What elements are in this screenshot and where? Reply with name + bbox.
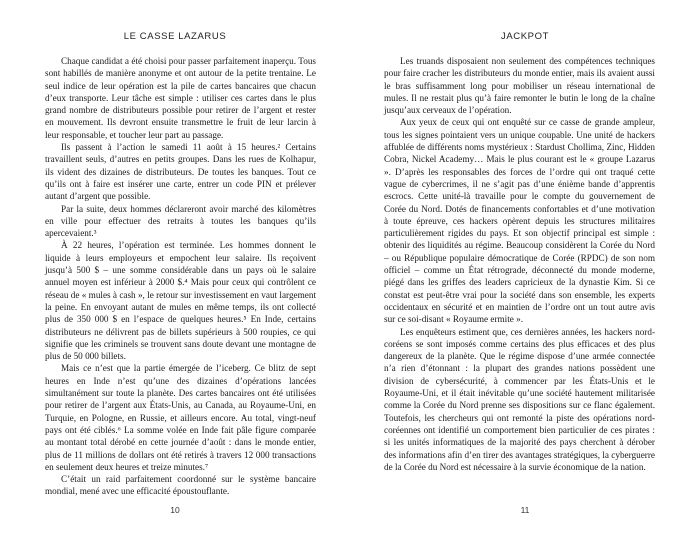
running-head-right: JACKPOT (500, 31, 549, 42)
paragraph: Chaque candidat a été choisi pour passer parfaitement inaperçu. Tous sont habillés de manière anonyme et ont autour de la petite trentaine. Le seul indice de leur opération est la pile de cartes bancaires que chacun d’eux transporte. Leur tâche est simple : utiliser ces cartes dans le plus grand nombre de distributeurs possible pour retirer de l’argent et rester en mouvement. Ils devront ensuite transmettre le fruit de leur larcin à leur responsable, et toucher leur part au passage. (45, 56, 316, 140)
paragraph: Les truands disposaient non seulement des compétences techniques pour faire cracher les distributeurs du monde entier, mais ils avaient aussi le bras suffisamment long pour mobiliser un réseau international de mules. Il ne restait plus qu’à faire remonter le butin le long de la chaîne jusqu’aux cerveaux de l’opération. (384, 56, 655, 116)
page-number-left: 10 (170, 505, 180, 515)
paragraph: Par la suite, deux hommes déclareront avoir marché des kilomètres en ville pour effectuer des retraits à toutes les banques qu’ils apercevaient.³ (45, 203, 316, 239)
left-page-body (45, 55, 316, 498)
paragraph: À 22 heures, l’opération est terminée. Les hommes donnent le liquide à leurs employeurs et empochent leur salaire. Ils reçoivent jusqu’à 500 $ – une somme considérable dans un pays où le salaire annuel moyen est inférieur à 2000 $.⁴ Mais pour ceux qui contrôlent ce réseau de « mules à cash », le retour sur investissement en vaut largement la peine. En envoyant autant de mules en même temps, ils ont collecté plus de 350 000 $ en l’espace de quelques heures.⁵ En Inde, certains distributeurs ne délivrent pas de billets supérieurs à 500 roupies, ce qui signifie que les criminels se trouvent sans doute devant une montagne de plus de 50 000 billets. (45, 240, 316, 362)
paragraph: Ils passent à l’action le samedi 11 août à 15 heures.² Certains travaillent seuls, d’autres en petits groupes. Dans les rues de Kolhapur, ils vident des dizaines de distributeurs. De toutes les banques. Tout ce qu’ils ont à faire est insérer une carte, entrer un code PIN et prélever autant d’argent que possible. (45, 142, 316, 202)
page-number-right: 11 (520, 505, 530, 515)
paragraph: Les enquêteurs estiment que, ces dernières années, les hackers nord-coréens se sont imposés comme certains des plus efficaces et des plus dangereux de la planète. Que le régime dispose d’une armée connectée n’a rien d’étonnant : la plupart des grandes nations possèdent une division de cybersécurité, à commencer par les États-Unis et le Royaume-Uni, et il était inévitable qu’une société hautement militarisée comme la Corée du Nord prenne ses dispositions sur ce flanc également. Toutefois, les chercheurs qui ont remonté la piste des opérations nord-coréennes ont identifié un comportement bien particulier de ces pirates : si les unités informatiques de la majorité des pays cherchent à dérober des informations afin d’en tirer des avantages stratégiques, la cyberguerre de la Corée du Nord est nécessaire à la survie économique de la nation. (384, 326, 655, 472)
paragraph: Mais ce n’est que la partie émergée de l’iceberg. Ce blitz de sept heures en Inde n’est qu’une des dizaines d’opérations lancées simultanément sur toute la planète. Des cartes bancaires ont été utilisées pour retirer de l’argent aux États-Unis, au Canada, au Royaume-Uni, en Turquie, en Pologne, en Russie, et ailleurs encore. Au total, vingt-neuf pays ont été ciblés.⁶ La somme volée en Inde fait pâle figure comparée au montant total dérobé en cette journée d’août : dans le monde entier, plus de 11 millions de dollars ont été retirés à travers 12 000 transactions en seulement deux heures et treize minutes.⁷ (45, 363, 316, 472)
running-head-left: LE CASSE LAZARUS (123, 31, 227, 42)
right-page-body (384, 55, 655, 473)
paragraph: Aux yeux de ceux qui ont enquêté sur ce casse de grande ampleur, tous les signes pointaient vers un unique coupable. Une unité de hackers affublée de différents noms mystérieux : Stardust Chollima, Zinc, Hidden Cobra, Nickel Academy… Mais le plus courant est le « groupe Lazarus ». D’après les responsables des forces de l’ordre qui ont traqué cette vague de cybercrimes, il ne s’agit pas d’une énième bande d’apprentis escrocs. Cette unité-là travaille pour le compte du gouvernement de Corée du Nord. Dotés de financements confortables et d’une motivation à toute épreuve, ces hackers opèrent depuis les structures militaires particulièrement rigides du pays. Et son objectif principal est simple : obtenir des liquidités au régime. Beaucoup considèrent la Corée du Nord – ou République populaire démocratique de Corée (RPDC) de son nom officiel – comme un État rétrograde, déconnecté du monde moderne, piégé dans les griffes des leaders capricieux de la dynastie Kim. Si ce constat est peut-être vrai pour la société dans son ensemble, les experts occidentaux en sécurité et en maintien de l’ordre ont un tout autre avis sur ce soi-disant « Royaume ermite ». (384, 117, 655, 325)
paragraph: C’était un raid parfaitement coordonné sur le système bancaire mondial, mené avec une efficacité époustouflante. (45, 474, 316, 497)
right-page (350, 0, 700, 537)
